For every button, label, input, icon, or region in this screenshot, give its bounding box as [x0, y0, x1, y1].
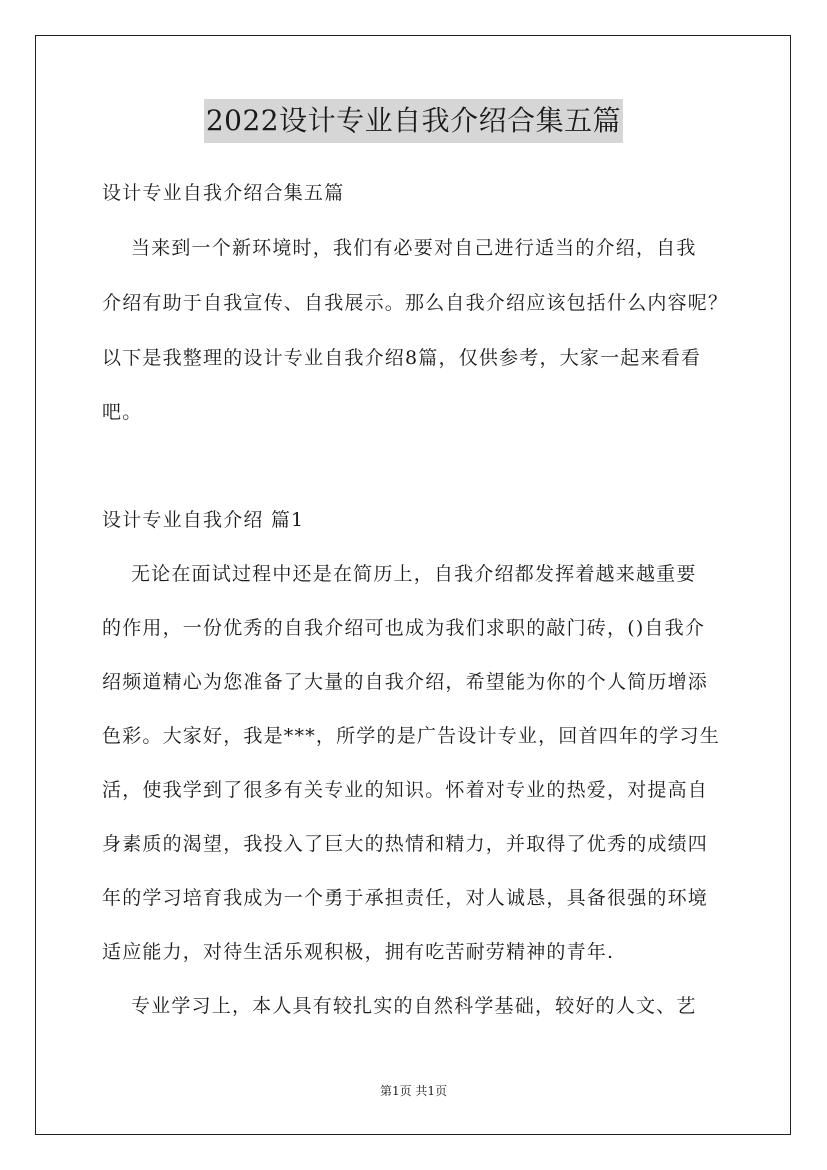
- paragraph-line: 介绍有助于自我宣传、自我展示。那么自我介绍应该包括什么内容呢？: [102, 292, 729, 314]
- paragraph-line: 以下是我整理的设计专业自我介绍8篇，仅供参考，大家一起来看看: [102, 347, 702, 369]
- paragraph-line: 年的学习培育我成为一个勇于承担责任，对人诚恳，具备很强的环境: [102, 887, 709, 909]
- paragraph-line: 专业学习上，本人具有较扎实的自然科学基础，较好的人文、艺: [102, 995, 697, 1017]
- paragraph-line: 绍频道精心为您准备了大量的自我介绍，希望能为你的个人简历增添: [102, 671, 709, 693]
- paragraph-line: 吧。: [102, 401, 143, 423]
- paragraph-line: 的作用，一份优秀的自我介绍可也成为我们求职的敲门砖，()自我介: [102, 617, 706, 639]
- paragraph-line: 无论在面试过程中还是在简历上，自我介绍都发挥着越来越重要: [102, 563, 697, 585]
- paragraph-line: 色彩。大家好，我是***，所学的是广告设计专业，回首四年的学习生: [102, 725, 720, 747]
- page-footer: 第1页 共1页: [379, 1084, 448, 1098]
- paragraph-line: 当来到一个新环境时，我们有必要对自己进行适当的介绍，自我: [102, 237, 697, 259]
- paragraph-line: 活，使我学到了很多有关专业的知识。怀着对专业的热爱，对提高自: [102, 779, 709, 801]
- subtitle-line: 设计专业自我介绍合集五篇: [102, 182, 345, 204]
- paragraph-line: 身素质的渴望，我投入了巨大的热情和精力，并取得了优秀的成绩四: [102, 833, 709, 855]
- section-heading: 设计专业自我介绍 篇1: [102, 509, 305, 531]
- paragraph-line: 适应能力，对待生活乐观积极，拥有吃苦耐劳精神的青年.: [102, 941, 615, 963]
- title-container: [0, 99, 827, 143]
- document-title: 2022设计专业自我介绍合集五篇: [204, 99, 623, 143]
